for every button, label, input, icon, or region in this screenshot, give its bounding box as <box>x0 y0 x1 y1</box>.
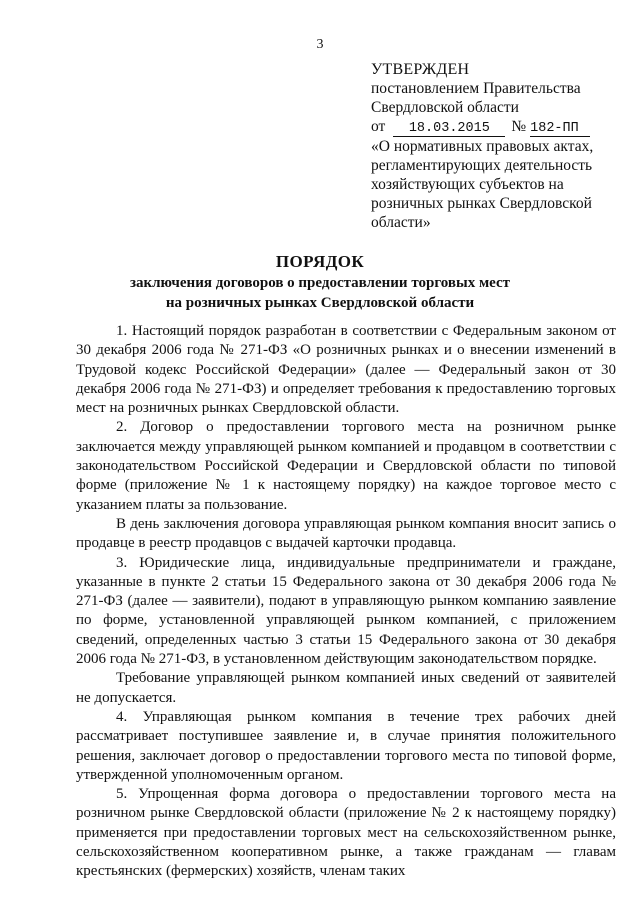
paragraph: Требование управляющей рынком компанией иных сведений от заявителей не допускается. <box>76 670 616 706</box>
title-line: на розничных рынках Свердловской области <box>165 295 475 311</box>
approval-subject-line: розничных рынках Свердловской <box>371 195 592 212</box>
approval-date-line <box>371 117 633 137</box>
title-main: ПОРЯДОК <box>275 252 365 271</box>
number-prefix: № <box>511 118 527 135</box>
paragraph: 2. Договор о предоставлении торгового места на розничном рынке заключается между управляющей рынком компанией и продавцом в соответствии с законодательством Российской Федерации и Свердловской области по типовой форме (приложение № 1 к настоящему порядку) на каждое торговое место с указанием платы за пользование. <box>76 419 616 513</box>
paragraph: 5. Упрощенная форма договора о предоставлении торгового места на розничном рынке Свердловской области (приложение № 2 к настоящему порядку) применяется при предоставлении торговых мест на сельскохозяйственном рынке, сельскохозяйственном кооперативном рынке, а также гражданам — главам крестьянских (фермерских) хозяйств, членам таких <box>76 786 616 880</box>
approval-number: 182-ПП <box>530 121 590 137</box>
approval-subject-line: хозяйствующих субъектов на <box>371 176 564 193</box>
approval-line: Свердловской области <box>371 99 519 116</box>
approval-date: 18.03.2015 <box>393 121 505 137</box>
approval-heading: УТВЕРЖДЕН <box>371 61 470 78</box>
paragraph: 1. Настоящий порядок разработан в соответствии с Федеральным законом от 30 декабря 2006 года № 271-ФЗ «О розничных рынках и о внесении изменений в Трудовой кодекс Российской Федерации» (далее — Федеральный закон от 30 декабря 2006 года № 271-ФЗ) и определяет требования к предоставлению торговых мест на розничных рынках Свердловской области. <box>76 323 616 417</box>
paragraph: В день заключения договора управляющая рынком компания вносит запись о продавце в реестр продавцов с выдачей карточки продавца. <box>76 515 616 552</box>
document-title <box>0 251 640 313</box>
paragraph: 4. Управляющая рынком компания в течение трех рабочих дней рассматривает поступившее заявление и, в случае принятия положительного решения, заключает договор о предоставлении торгового места по типовой форме, утвержденной уполномоченным органом. <box>76 708 616 783</box>
page-number: 3 <box>316 37 324 52</box>
approval-subject-line: «О нормативных правовых актах, <box>371 138 594 155</box>
date-prefix: от <box>371 118 386 135</box>
title-line: заключения договоров о предоставлении торговых мест <box>129 275 511 291</box>
paragraph: 3. Юридические лица, индивидуальные предприниматели и граждане, указанные в пункте 2 статьи 15 Федерального закона от 30 декабря 2006 года № 271-ФЗ (далее — заявители), подают в управляющую рынком компанию заявление по форме, установленной управляющей рынком компанией, с приложением сведений, определенных частью 3 статьи 15 Федерального закона от 30 декабря 2006 года № 271-ФЗ, в установленном действующим законодательством порядке. <box>76 554 616 668</box>
approval-line: постановлением Правительства <box>371 80 581 97</box>
approval-subject-line: области» <box>371 214 431 231</box>
approval-stamp <box>371 60 633 232</box>
approval-subject-line: регламентирующих деятельность <box>371 157 593 174</box>
document-body <box>76 322 616 882</box>
